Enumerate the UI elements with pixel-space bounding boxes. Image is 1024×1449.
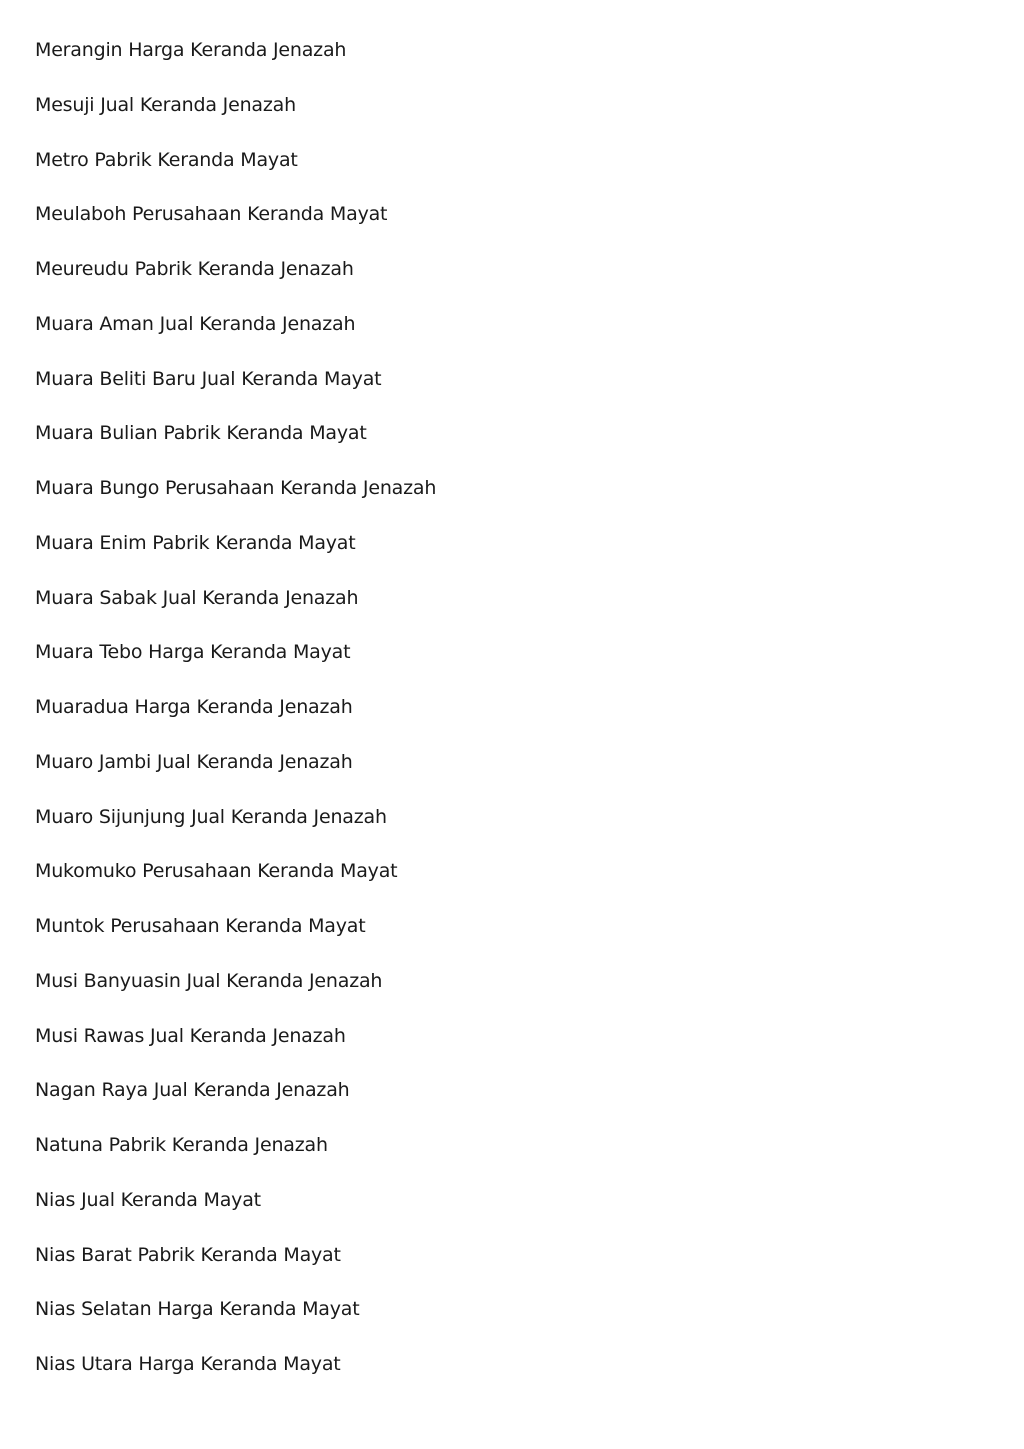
list-item: Nias Selatan Harga Keranda Mayat	[35, 1298, 360, 1321]
list-item: Muara Bungo Perusahaan Keranda Jenazah	[35, 477, 437, 499]
list-item: Metro Pabrik Keranda Mayat	[35, 148, 298, 171]
text-list	[35, 36, 436, 1405]
list-item: Nias Barat Pabrik Keranda Mayat	[35, 1243, 341, 1266]
list-item: Muara Tebo Harga Keranda Mayat	[35, 641, 351, 664]
list-item: Nias Jual Keranda Mayat	[35, 1188, 261, 1211]
list-item: Muara Sabak Jual Keranda Jenazah	[35, 586, 359, 609]
list-item: Mukomuko Perusahaan Keranda Mayat	[35, 860, 398, 883]
list-item: Natuna Pabrik Keranda Jenazah	[35, 1134, 328, 1156]
list-item: Musi Rawas Jual Keranda Jenazah	[35, 1024, 346, 1047]
list-item: Muntok Perusahaan Keranda Mayat	[35, 915, 366, 937]
list-item: Muara Aman Jual Keranda Jenazah	[35, 312, 356, 335]
list-item: Muaro Sijunjung Jual Keranda Jenazah	[35, 805, 387, 828]
list-item: Muaradua Harga Keranda Jenazah	[35, 696, 353, 718]
list-item: Meulaboh Perusahaan Keranda Mayat	[35, 203, 388, 226]
list-item: Muara Enim Pabrik Keranda Mayat	[35, 531, 356, 554]
list-item: Mesuji Jual Keranda Jenazah	[35, 93, 296, 116]
list-item: Nias Utara Harga Keranda Mayat	[35, 1353, 341, 1375]
list-item: Muaro Jambi Jual Keranda Jenazah	[35, 750, 353, 773]
list-item: Muara Beliti Baru Jual Keranda Mayat	[35, 367, 382, 390]
list-item: Musi Banyuasin Jual Keranda Jenazah	[35, 969, 383, 992]
list-item: Meureudu Pabrik Keranda Jenazah	[35, 258, 354, 280]
list-item: Nagan Raya Jual Keranda Jenazah	[35, 1079, 350, 1102]
list-item: Muara Bulian Pabrik Keranda Mayat	[35, 422, 367, 445]
list-item: Merangin Harga Keranda Jenazah	[35, 39, 347, 61]
